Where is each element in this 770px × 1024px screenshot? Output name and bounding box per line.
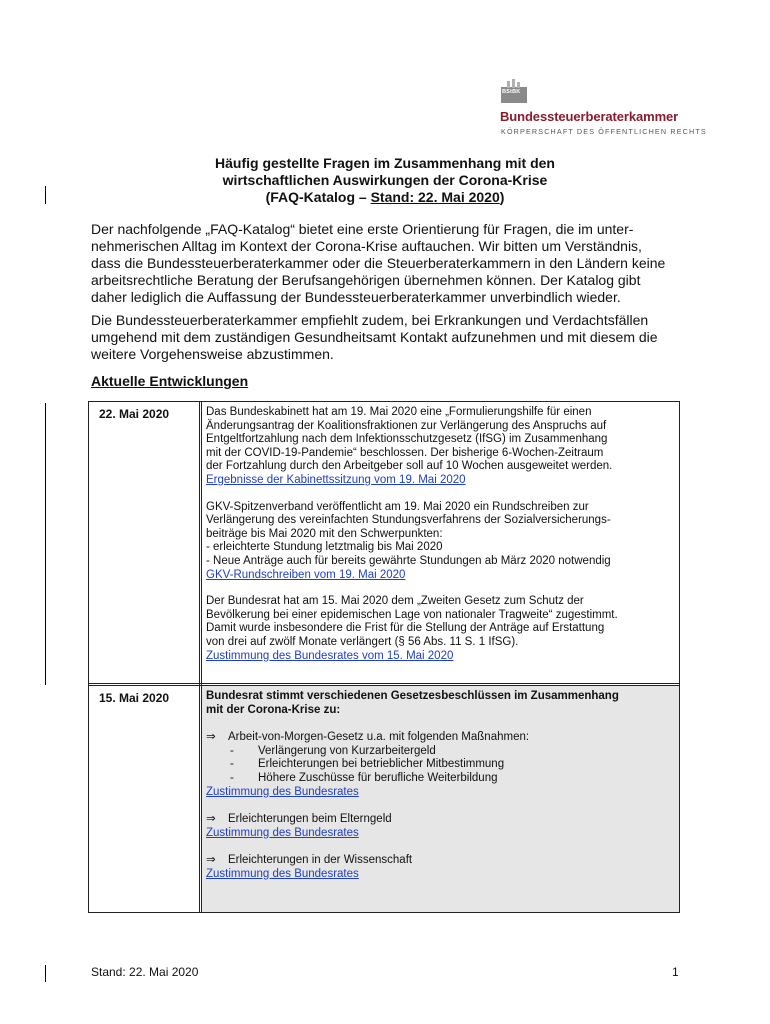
row-divider <box>89 685 679 686</box>
bundesrat-link[interactable]: Zustimmung des Bundesrates <box>206 785 359 798</box>
text-line: Bevölkerung bei einer epidemischen Lage von nationaler Tragweite“ zugestimmt. <box>206 608 618 621</box>
title-stand: Stand: 22. Mai 2020 <box>370 189 500 205</box>
dash-bullet: - <box>230 744 234 757</box>
title-line: wirtschaftlichen Auswirkungen der Corona-Krise <box>222 172 548 188</box>
bundesrat-link[interactable]: Zustimmung des Bundesrates <box>206 826 359 839</box>
sub-list-item: Höhere Zuschüsse für berufliche Weiterbildung <box>258 771 498 784</box>
section-heading: Aktuelle Entwicklungen <box>91 373 249 389</box>
title-prefix: (FAQ-Katalog – <box>265 189 371 205</box>
page-number: 1 <box>672 965 679 979</box>
health-paragraph <box>91 312 691 363</box>
text-line: Verlängerung des vereinfachten Stundungsverfahrens der Sozialversicherungs- <box>206 514 611 527</box>
text-line: - Neue Anträge auch für bereits gewährte Stundungen ab März 2020 notwendig <box>206 554 611 567</box>
kabinett-link[interactable]: Ergebnisse der Kabinettssitzung vom 19. Mai 2020 <box>206 473 466 486</box>
paragraph-line: arbeitsrechtliche Beratung der Berufsangehörigen übernehmen können. Der Katalog gibt <box>91 272 641 288</box>
sub-list-item: Verlängerung von Kurzarbeitergeld <box>258 744 436 757</box>
paragraph-line: Der nachfolgende „FAQ-Katalog“ bietet eine erste Orientierung für Fragen, die im unter- <box>91 221 634 237</box>
row-content <box>206 406 676 663</box>
paragraph-line: Die Bundessteuerberaterkammer empfiehlt zudem, bei Erkrankungen und Verdachtsfällen <box>91 312 649 328</box>
paragraph-line: nehmerischen Alltag im Kontext der Corona-Krise auftauchen. Wir bitten um Verständnis, <box>91 238 642 254</box>
text-line: der Fortzahlung durch den Arbeitgeber soll auf 10 Wochen ausgeweitet werden. <box>206 460 613 473</box>
change-bar <box>45 965 46 982</box>
paragraph-line: weitere Vorgehensweise abzustimmen. <box>91 346 334 362</box>
arrow-icon: ⇒ <box>206 731 216 744</box>
gkv-link[interactable]: GKV-Rundschreiben vom 19. Mai 2020 <box>206 568 406 581</box>
text-line: Änderungsantrag der Koalitionsfraktionen zur Verlängerung des Anspruchs auf <box>206 419 607 432</box>
footer-stand: Stand: 22. Mai 2020 <box>91 965 199 979</box>
text-line: mit der COVID-19-Pandemie“ beschlossen. Der bisherige 6-Wochen-Zeitraum <box>206 446 604 459</box>
row-date: 15. Mai 2020 <box>99 691 170 705</box>
logo-mark-text: BStBK <box>502 89 521 95</box>
row-heading: mit der Corona-Krise zu: <box>206 703 341 716</box>
logo-subtitle: KÖRPERSCHAFT DES ÖFFENTLICHEN RECHTS <box>501 127 707 136</box>
list-item: Arbeit-von-Morgen-Gesetz u.a. mit folgenden Maßnahmen: <box>228 731 530 744</box>
text-line: Das Bundeskabinett hat am 19. Mai 2020 eine „Formulierungshilfe für einen <box>206 406 592 418</box>
text-line: Der Bundesrat hat am 15. Mai 2020 dem „Zweiten Gesetz zum Schutz der <box>206 595 584 608</box>
list-item: Erleichterungen beim Elterngeld <box>228 813 392 826</box>
developments-table <box>88 401 680 913</box>
arrow-icon: ⇒ <box>206 854 216 867</box>
dash-bullet: - <box>230 758 234 771</box>
bundesrat-link[interactable]: Zustimmung des Bundesrates <box>206 867 359 880</box>
list-item: Erleichterungen in der Wissenschaft <box>228 854 413 867</box>
text-line: Damit wurde insbesondere die Frist für die Stellung der Anträge auf Erstattung <box>206 622 605 635</box>
text-line: Entgeltfortzahlung nach dem Infektionsschutzgesetz (IfSG) im Zusammenhang <box>206 433 608 446</box>
title-line: Häufig gestellte Fragen im Zusammenhang mit den <box>215 155 555 171</box>
change-bar <box>45 403 46 685</box>
paragraph-line: daher lediglich die Auffassung der Bundessteuerberaterkammer unverbindlich wieder. <box>91 289 621 305</box>
title-line <box>100 189 670 206</box>
change-bar <box>45 186 46 204</box>
intro-paragraph <box>91 221 691 306</box>
row-divider <box>89 683 679 684</box>
text-line: GKV-Spitzenverband veröffentlicht am 19. Mai 2020 ein Rundschreiben zur <box>206 500 589 513</box>
text-line: - erleichterte Stundung letztmalig bis Mai 2020 <box>206 541 443 554</box>
logo-name: Bundessteuerberaterkammer <box>500 109 679 124</box>
title-suffix: ) <box>499 189 505 205</box>
column-divider <box>201 402 202 912</box>
dash-bullet: - <box>230 771 234 784</box>
page-title <box>100 155 670 206</box>
bundesrat-link[interactable]: Zustimmung des Bundesrates vom 15. Mai 2020 <box>206 649 454 662</box>
arrow-icon: ⇒ <box>206 813 216 826</box>
row-heading: Bundesrat stimmt verschiedenen Gesetzesbeschlüssen im Zusammenhang <box>206 690 619 702</box>
paragraph-line: dass die Bundessteuerberaterkammer oder die Steuerberaterkammern in den Ländern keine <box>91 255 666 271</box>
bstbk-logo <box>497 76 707 138</box>
text-line: von drei auf zwölf Monate verlängert (§ 56 Abs. 11 S. 1 IfSG). <box>206 635 519 648</box>
text-line: beiträge bis Mai 2020 mit den Schwerpunkten: <box>206 527 443 540</box>
sub-list-item: Erleichterungen bei betrieblicher Mitbestimmung <box>258 758 505 771</box>
row-date: 22. Mai 2020 <box>99 407 170 421</box>
row-content <box>206 690 676 882</box>
column-divider <box>199 402 200 912</box>
paragraph-line: umgehend mit dem zuständigen Gesundheitsamt Kontakt aufzunehmen und mit diesem die <box>91 329 658 345</box>
